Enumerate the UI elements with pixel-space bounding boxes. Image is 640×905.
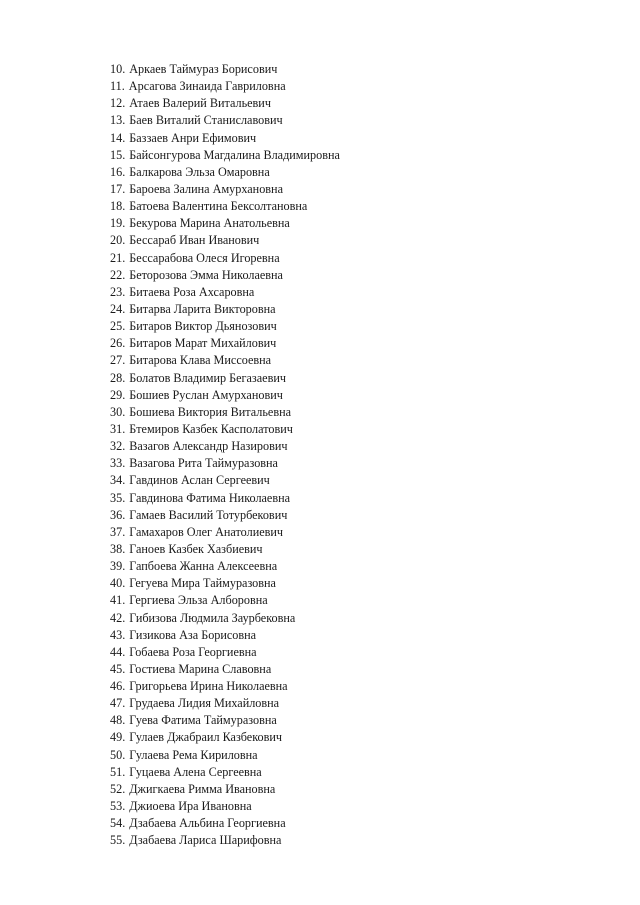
list-item xyxy=(110,661,340,678)
item-number: 16. xyxy=(110,164,126,179)
person-name: Бтемиров Казбек Касполатович xyxy=(129,421,293,436)
list-item xyxy=(110,387,340,404)
item-number: 24. xyxy=(110,301,126,316)
item-number: 40. xyxy=(110,576,126,591)
item-number: 47. xyxy=(110,696,126,711)
person-name: Гуева Фатима Таймуразовна xyxy=(129,713,277,728)
list-item xyxy=(110,575,340,592)
person-name: Битаров Виктор Дьянозович xyxy=(129,319,277,334)
item-number: 23. xyxy=(110,284,126,299)
list-item xyxy=(110,78,340,95)
item-number: 48. xyxy=(110,713,126,728)
list-item xyxy=(110,472,340,489)
item-number: 31. xyxy=(110,421,126,436)
list-item xyxy=(110,592,340,609)
person-name: Бессарабова Олеся Игоревна xyxy=(129,250,280,265)
list-item xyxy=(110,438,340,455)
list-item xyxy=(110,130,340,147)
person-name: Гамаев Василий Тотурбекович xyxy=(129,507,288,522)
person-name: Беторозова Эмма Николаевна xyxy=(129,267,283,282)
item-number: 11. xyxy=(110,79,125,94)
item-number: 30. xyxy=(110,404,126,419)
item-number: 26. xyxy=(110,336,126,351)
list-item xyxy=(110,147,340,164)
item-number: 29. xyxy=(110,387,126,402)
person-name: Ганоев Казбек Хазбиевич xyxy=(129,541,263,556)
list-item xyxy=(110,729,340,746)
person-name: Грудаева Лидия Михайловна xyxy=(129,696,280,711)
item-number: 44. xyxy=(110,644,126,659)
item-number: 10. xyxy=(110,62,126,76)
person-name: Гобаева Роза Георгиевна xyxy=(129,644,257,659)
list-item xyxy=(110,490,340,507)
item-number: 33. xyxy=(110,456,126,471)
person-name: Гавдинов Аслан Сергеевич xyxy=(129,473,270,488)
item-number: 28. xyxy=(110,370,126,385)
list-item xyxy=(110,610,340,627)
person-name: Джиоева Ира Ивановна xyxy=(129,799,252,814)
item-number: 34. xyxy=(110,473,126,488)
list-item xyxy=(110,318,340,335)
item-number: 13. xyxy=(110,113,126,128)
person-name: Батоева Валентина Бексолтановна xyxy=(129,199,308,214)
person-name: Байсонгурова Магдалина Владимировна xyxy=(129,147,340,162)
item-number: 20. xyxy=(110,233,126,248)
list-item xyxy=(110,781,340,798)
item-number: 22. xyxy=(110,267,126,282)
list-item xyxy=(110,112,340,129)
list-item xyxy=(110,95,340,112)
person-name: Арсагова Зинаида Гавриловна xyxy=(128,79,286,94)
name-list xyxy=(110,61,340,849)
list-item xyxy=(110,267,340,284)
list-item xyxy=(110,644,340,661)
item-number: 15. xyxy=(110,147,126,162)
list-item xyxy=(110,815,340,832)
list-item xyxy=(110,335,340,352)
item-number: 50. xyxy=(110,747,126,762)
person-name: Джигкаева Римма Ивановна xyxy=(129,781,276,796)
item-number: 55. xyxy=(110,833,126,848)
item-number: 21. xyxy=(110,250,126,265)
person-name: Аркаев Таймураз Борисович xyxy=(129,62,278,76)
person-name: Гостиева Марина Славовна xyxy=(129,661,272,676)
item-number: 45. xyxy=(110,661,126,676)
item-number: 49. xyxy=(110,730,126,745)
item-number: 42. xyxy=(110,610,126,625)
item-number: 19. xyxy=(110,216,126,231)
person-name: Гулаева Рема Кириловна xyxy=(129,747,258,762)
item-number: 14. xyxy=(110,130,126,145)
list-item xyxy=(110,284,340,301)
item-number: 35. xyxy=(110,490,126,505)
person-name: Гегуева Мира Таймуразовна xyxy=(129,576,276,591)
item-number: 52. xyxy=(110,781,126,796)
list-item xyxy=(110,507,340,524)
person-name: Гуцаева Алена Сергеевна xyxy=(129,764,262,779)
person-name: Баев Виталий Станиславович xyxy=(129,113,283,128)
person-name: Болатов Владимир Бегазаевич xyxy=(129,370,286,385)
list-item xyxy=(110,712,340,729)
list-item xyxy=(110,832,340,849)
person-name: Гизикова Аза Борисовна xyxy=(129,627,257,642)
list-item xyxy=(110,558,340,575)
list-item xyxy=(110,301,340,318)
person-name: Бошиева Виктория Витальевна xyxy=(129,404,292,419)
list-item xyxy=(110,198,340,215)
item-number: 32. xyxy=(110,439,126,454)
list-item xyxy=(110,370,340,387)
list-item xyxy=(110,421,340,438)
person-name: Гамахаров Олег Анатолиевич xyxy=(129,524,284,539)
person-name: Балкарова Эльза Омаровна xyxy=(129,164,270,179)
item-number: 25. xyxy=(110,319,126,334)
list-item xyxy=(110,695,340,712)
person-name: Битаева Роза Ахсаровна xyxy=(129,284,255,299)
item-number: 53. xyxy=(110,799,126,814)
person-name: Гавдинова Фатима Николаевна xyxy=(129,490,291,505)
person-name: Гулаев Джабраил Казбекович xyxy=(129,730,283,745)
list-item xyxy=(110,678,340,695)
list-item xyxy=(110,181,340,198)
list-item xyxy=(110,250,340,267)
item-number: 41. xyxy=(110,593,126,608)
list-item xyxy=(110,747,340,764)
person-name: Дзабаева Альбина Георгиевна xyxy=(129,816,286,831)
person-name: Бошиев Руслан Амурханович xyxy=(129,387,283,402)
item-number: 18. xyxy=(110,199,126,214)
list-item xyxy=(110,455,340,472)
person-name: Битарова Клава Миссоевна xyxy=(129,353,272,368)
item-number: 27. xyxy=(110,353,126,368)
item-number: 51. xyxy=(110,764,126,779)
list-item xyxy=(110,164,340,181)
list-item xyxy=(110,232,340,249)
item-number: 37. xyxy=(110,524,126,539)
person-name: Вазагов Александр Назирович xyxy=(129,439,288,454)
person-name: Гергиева Эльза Алборовна xyxy=(129,593,268,608)
person-name: Вазагова Рита Таймуразовна xyxy=(129,456,278,471)
person-name: Бароева Залина Амурхановна xyxy=(129,181,283,196)
person-name: Гибизова Людмила Заурбековна xyxy=(129,610,296,625)
list-item xyxy=(110,352,340,369)
person-name: Битаров Марат Михайлович xyxy=(129,336,277,351)
item-number: 36. xyxy=(110,507,126,522)
person-name: Гапбоева Жанна Алексеевна xyxy=(129,559,278,574)
list-item xyxy=(110,798,340,815)
item-number: 46. xyxy=(110,679,126,694)
person-name: Баззаев Анри Ефимович xyxy=(129,130,257,145)
person-name: Битарва Ларита Викторовна xyxy=(129,301,276,316)
person-name: Дзабаева Лариса Шарифовна xyxy=(129,833,282,848)
person-name: Григорьева Ирина Николаевна xyxy=(129,679,288,694)
list-item xyxy=(110,627,340,644)
item-number: 43. xyxy=(110,627,126,642)
person-name: Бессараб Иван Иванович xyxy=(129,233,260,248)
list-item xyxy=(110,541,340,558)
item-number: 12. xyxy=(110,96,126,111)
list-item xyxy=(110,764,340,781)
item-number: 38. xyxy=(110,541,126,556)
list-item xyxy=(110,215,340,232)
item-number: 17. xyxy=(110,181,126,196)
list-item xyxy=(110,524,340,541)
item-number: 54. xyxy=(110,816,126,831)
person-name: Бекурова Марина Анатольевна xyxy=(129,216,290,231)
list-item xyxy=(110,61,340,78)
item-number: 39. xyxy=(110,559,126,574)
list-item xyxy=(110,404,340,421)
person-name: Атаев Валерий Витальевич xyxy=(129,96,271,111)
